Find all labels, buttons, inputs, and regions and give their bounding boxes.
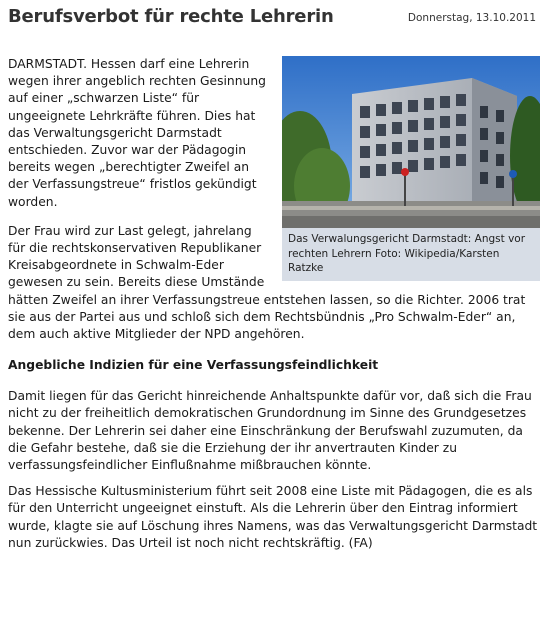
subheading: Angebliche Indizien für eine Verfassungsfeindlichkeit xyxy=(8,358,379,373)
article-title: Berufsverbot für rechte Lehrerin xyxy=(8,6,334,27)
court-building-photo xyxy=(282,56,540,228)
paragraph-1: DARMSTADT. Hessen darf eine Lehrerin wegen ihrer angeblich rechten Gesinnung auf einer „schwarzen Liste“ für ungeeignete Lehrkräfte führen. Dies hat das Verwaltungsgericht Darmstadt entschieden. Zuvor war der Pädagogin bereits wegen „berechtigter Zweifel an der Verfassungstreue“ fristlos gekündigt worden. xyxy=(8,57,266,209)
paragraph-4: Das Hessische Kultusministerium führt seit 2008 eine Liste mit Pädagogen, die es als für den Unterricht ungeeignet einstuft. Als die Lehrerin über den Eintrag informiert wurde, klagte sie auf Löschung ihres Namens, was das Verwaltungsgericht Darmstadt nun zurückwies. Das Urteil ist noch nicht rechtskräftig. (FA) xyxy=(8,484,538,550)
paragraph-3: Damit liegen für das Gericht hinreichende Anhaltspunkte dafür vor, daß sich die Frau nicht zu der freiheitlich demokratischen Grundordnung im Sinne des Grundgesetzes bekenne. Der Lehrerin sei daher eine Einschränkung der Berufswahl zuzumuten, da die Gefahr bestehe, daß sie die Erziehung der ihr anvertrauten Kinder zu verfassungsfeindlicher Einflußnahme mißbrauchen könnte. xyxy=(8,389,532,473)
article-body xyxy=(8,56,540,561)
figure-caption: Das Verwalungsgericht Darmstadt: Angst vor rechten Lehrern Foto: Wikipedia/Karsten Ratzke xyxy=(288,233,526,274)
article-figure xyxy=(282,56,540,281)
article-date: Donnerstag, 13.10.2011 xyxy=(407,12,536,24)
paragraph-2: Der Frau wird zur Last gelegt, jahrelang für die rechtskonservativen Republikaner Kreisabgeordnete in Schwalm-Eder gewesen zu sein. Bereits diese Umstände hätten Zweifel an ihrer Verfassungstreue entstehen lassen, so die Richter. 2006 trat sie aus der Partei aus und schloß sich dem Rechtsbündnis „Pro Schwalm-Eder“ an, dem auch aktive Mitglieder der NPD angehören. xyxy=(8,223,526,342)
